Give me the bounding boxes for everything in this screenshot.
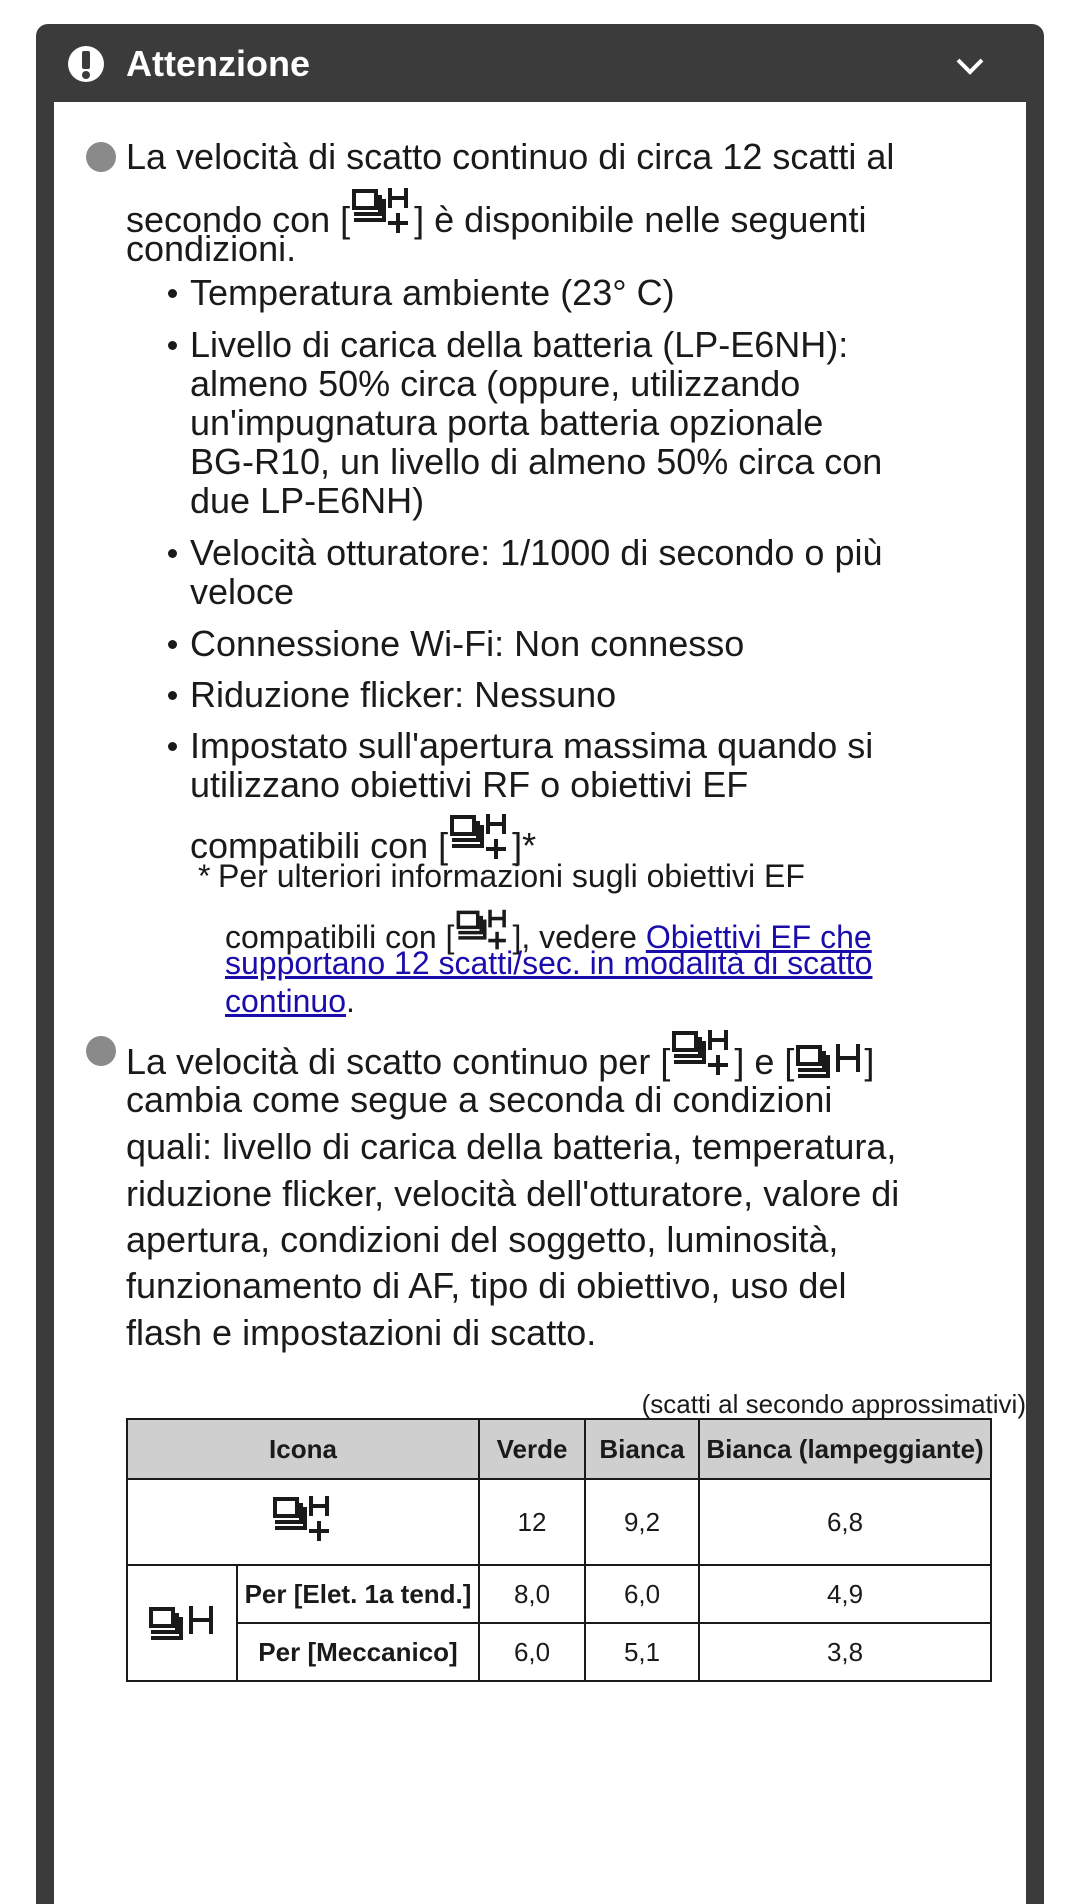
table-unit-note: (scatti al secondo approssimativi) (641, 1389, 1026, 1419)
bullet2-line: funzionamento di AF, tipo di obiettivo, uso del (126, 1265, 847, 1306)
panel-title: Attenzione (126, 43, 310, 84)
th-green: Verde (479, 1419, 585, 1479)
item-line3-start: compatibili con [ (190, 825, 449, 866)
list-bullet (168, 742, 177, 751)
list-item-cont: veloce (190, 571, 295, 612)
th-white: Bianca (585, 1419, 699, 1479)
row-label: Per [Elet. 1a tend.] (237, 1565, 479, 1623)
footnote-line2-mid: ], vedere (512, 919, 646, 955)
list-item-cont: un'impugnatura porta batteria opzionale (190, 402, 824, 443)
chevron-down-icon[interactable] (954, 54, 986, 78)
bullet1-line2-start: secondo con [ (126, 199, 351, 240)
continuous-high-plus-icon (670, 1028, 734, 1078)
list-item: Livello di carica della batteria (LP-E6NH): (190, 324, 849, 365)
continuous-high-plus-icon (350, 186, 414, 236)
table-row (127, 1565, 991, 1623)
cell-white-blinking: 3,8 (699, 1623, 991, 1681)
continuous-high-icon (147, 1600, 217, 1640)
list-item: Velocità otturatore: 1/1000 di secondo o più (190, 532, 883, 573)
caution-content (54, 102, 1026, 1904)
bullet-dot (86, 1036, 116, 1066)
list-bullet (168, 341, 177, 350)
footnote-line1: Per ulteriori informazioni sugli obiettivi EF (218, 858, 805, 894)
icon-cell (127, 1565, 237, 1681)
list-item: Riduzione flicker: Nessuno (190, 674, 617, 715)
list-bullet (168, 549, 177, 558)
continuous-high-plus-icon (271, 1494, 335, 1544)
row-label: Per [Meccanico] (237, 1623, 479, 1681)
table-row (127, 1479, 991, 1565)
icon-cell (127, 1479, 479, 1565)
th-icon: Icona (127, 1419, 479, 1479)
footnote-line4 (225, 981, 355, 1021)
bullet2-line1-mid: ] e [ (734, 1041, 795, 1082)
th-white-blinking: Bianca (lampeggiante) (699, 1419, 991, 1479)
table-row (127, 1623, 991, 1681)
cell-white: 9,2 (585, 1479, 699, 1565)
caution-header[interactable] (36, 24, 1044, 102)
cell-white: 6,0 (585, 1565, 699, 1623)
bullet1-line2-end: ] è disponibile nelle seguenti (414, 199, 867, 240)
bullet2-line: apertura, condizioni del soggetto, luminosità, (126, 1219, 839, 1260)
bullet-dot (86, 142, 116, 172)
bullet2-line: quali: livello di carica della batteria, temperatura, (126, 1126, 897, 1167)
exclamation-icon (66, 44, 106, 84)
cell-green: 8,0 (479, 1565, 585, 1623)
item-line3-end: ]* (512, 825, 537, 866)
bullet2-line: cambia come segue a seconda di condizioni (126, 1079, 833, 1120)
continuous-high-plus-icon (448, 812, 512, 862)
burst-rate-table (126, 1418, 992, 1682)
list-bullet (168, 289, 177, 298)
bullet1-line1: La velocità di scatto continuo di circa 12 scatti al (126, 136, 895, 177)
footnote-line2-start: compatibili con [ (225, 919, 455, 955)
bullet2-line: riduzione flicker, velocità dell'otturatore, valore di (126, 1173, 900, 1214)
ef-lenses-link-line3[interactable]: continuo (225, 983, 346, 1019)
list-item-cont: almeno 50% circa (oppure, utilizzando (190, 363, 801, 404)
cell-white-blinking: 4,9 (699, 1565, 991, 1623)
footnote-end: . (345, 983, 355, 1019)
list-item-cont: utilizzano obiettivi RF o obiettivi EF (190, 764, 749, 805)
list-bullet (168, 691, 177, 700)
cell-white: 5,1 (585, 1623, 699, 1681)
cell-green: 12 (479, 1479, 585, 1565)
list-item: Connessione Wi-Fi: Non connesso (190, 623, 745, 664)
bullet2-line1-start: La velocità di scatto continuo per [ (126, 1041, 671, 1082)
caution-panel (36, 24, 1044, 1904)
bullet2-line1-end: ] (864, 1041, 875, 1082)
list-item-cont: due LP-E6NH) (190, 480, 425, 521)
list-bullet (168, 640, 177, 649)
bullet2-line: flash e impostazioni di scatto. (126, 1312, 597, 1353)
cell-green: 6,0 (479, 1623, 585, 1681)
list-item: Impostato sull'apertura massima quando si (190, 725, 874, 766)
ef-lenses-link[interactable]: Obiettivi EF che (645, 919, 872, 955)
cell-white-blinking: 6,8 (699, 1479, 991, 1565)
continuous-high-icon (794, 1038, 864, 1078)
list-item: Temperatura ambiente (23° C) (190, 272, 675, 313)
ef-lenses-link-line2[interactable]: supportano 12 scatti/sec. in modalità di scatto (225, 945, 873, 981)
footnote-star: * (198, 858, 211, 894)
bullet1-line3: condizioni. (126, 228, 297, 269)
list-item-cont: BG-R10, un livello di almeno 50% circa con (190, 441, 883, 482)
